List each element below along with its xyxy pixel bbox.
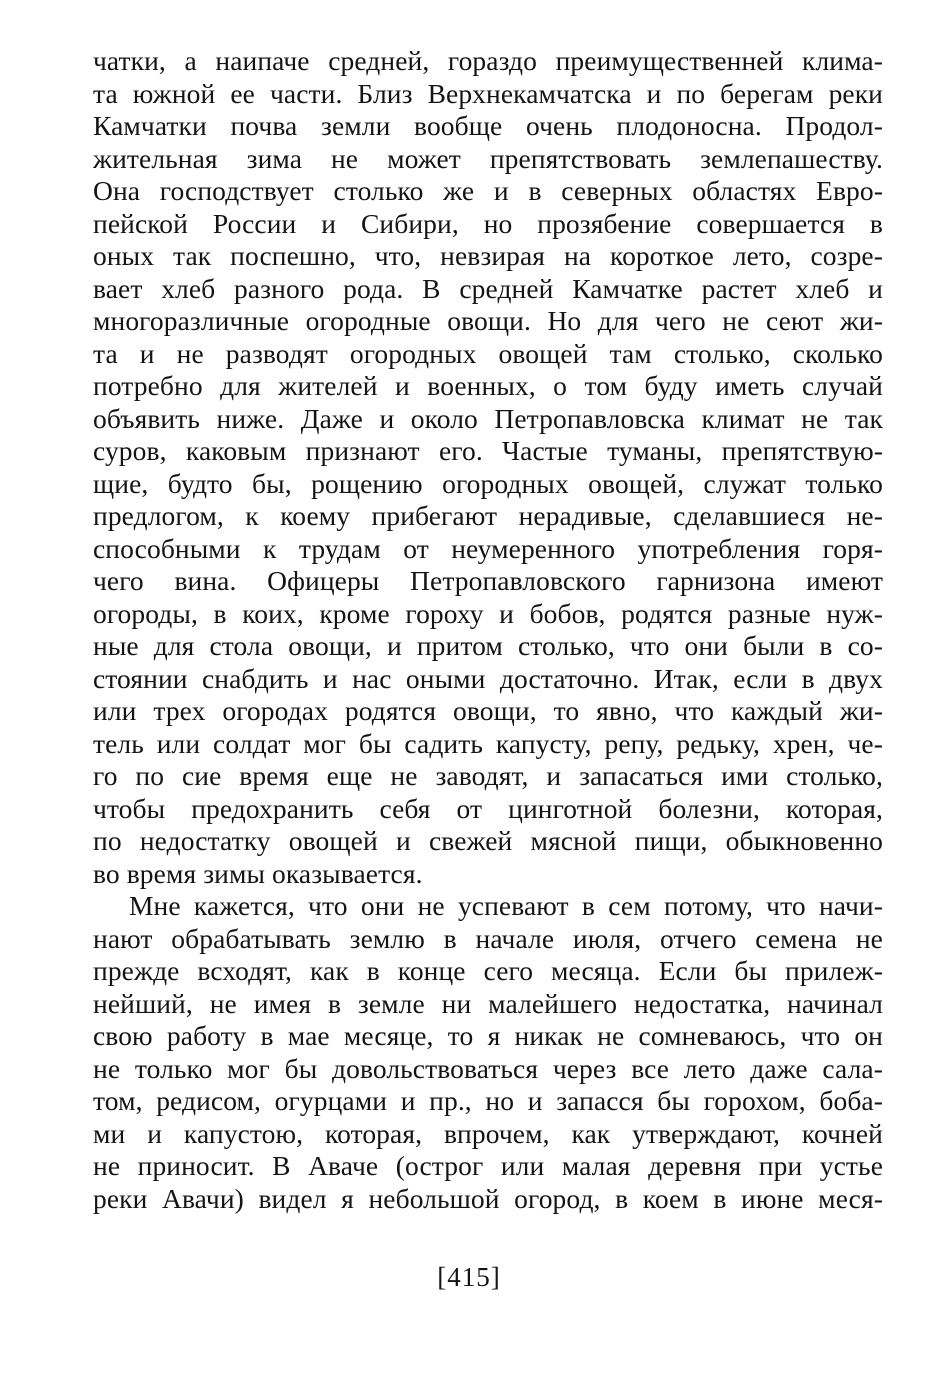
text-line: та и не разводят огородных овощей там столько, сколько	[93, 337, 883, 369]
text-line: прежде всходят, как в конце сего месяца. Если бы прилеж-	[93, 955, 883, 986]
text-line: тель или солдат мог бы садить капусту, репу, редьку, хрен, че-	[93, 727, 883, 759]
text-line: или трех огородах родятся овощи, то явно, что каждый жи-	[93, 695, 883, 726]
text-line: щие, будто бы, рощению огородных овощей, служат только	[93, 467, 883, 499]
text-line: оных так поспешно, что, невзирая на короткое лето, созре-	[93, 240, 883, 271]
page-number: [415]	[437, 1262, 501, 1292]
text-line: чего вина. Офицеры Петропавловского гарнизона имеют	[93, 565, 883, 596]
text-line: том, редисом, огурцами и пр., но и запасся бы горохом, боба-	[93, 1085, 883, 1116]
text-line: жительная зима не может препятствовать землепашеству.	[93, 142, 883, 174]
text-line: способными к трудам от неумеренного употребления горя-	[93, 532, 883, 564]
text-line: огороды, в коих, кроме гороху и бобов, родятся разные нуж-	[93, 597, 883, 629]
text-line: чтобы предохранить себя от цинготной болезни, которая,	[93, 792, 883, 824]
text-line: не приносит. В Аваче (острог или малая деревня при устье	[93, 1150, 883, 1181]
text-line: нейший, не имея в земле ни малейшего недостатка, начинал	[93, 987, 883, 1019]
text-line: свою работу в мае месяце, то я никак не сомневаюсь, что он	[93, 1020, 883, 1051]
text-line: ные для стола овощи, и притом столько, что они были в со-	[93, 630, 883, 661]
text-line: во время зимы оказывается.	[93, 857, 423, 889]
text-line: многоразличные огородные овощи. Но для чего не сеют жи-	[93, 305, 883, 336]
text-line: го по сие время еще не заводят, и запасаться ими столько,	[93, 760, 883, 791]
text-line: пейской России и Сибири, но прозябение совершается в	[93, 207, 883, 239]
body-text-block	[93, 45, 883, 1215]
text-line: стоянии снабдить и нас оными достаточно. Итак, если в двух	[93, 662, 883, 694]
text-line: по недостатку овощей и свежей мясной пищи, обыкновенно	[93, 825, 883, 856]
text-line: объявить ниже. Даже и около Петропавловска климат не так	[93, 402, 883, 434]
text-line: предлогом, к коему прибегают нерадивые, сделавшиеся не-	[93, 500, 883, 531]
text-line: суров, каковым признают его. Частые туманы, препятствую-	[93, 435, 883, 466]
text-line: Она господствует столько же и в северных областях Евро-	[93, 175, 883, 206]
text-line: не только мог бы довольствоваться через все лето даже сала-	[93, 1052, 883, 1084]
text-line: потребно для жителей и военных, о том буду иметь случай	[93, 370, 883, 401]
text-line: чатки, а наипаче средней, гораздо преимущественней клима-	[93, 45, 883, 76]
text-line: Камчатки почва земли вообще очень плодоносна. Продол-	[93, 110, 883, 141]
text-line: та южной ее части. Близ Верхнекамчатска и по берегам реки	[93, 77, 883, 109]
text-line: ми и капустою, которая, впрочем, как утверждают, кочней	[93, 1117, 883, 1149]
text-line: реки Авачи) видел я небольшой огород, в коем в июне меся-	[93, 1182, 883, 1214]
text-line: Мне кажется, что они не успевают в сем потому, что начи-	[129, 890, 883, 921]
text-line: нают обрабатывать землю в начале июля, отчего семена не	[93, 922, 883, 954]
text-line: вает хлеб разного рода. В средней Камчатке растет хлеб и	[93, 272, 883, 304]
